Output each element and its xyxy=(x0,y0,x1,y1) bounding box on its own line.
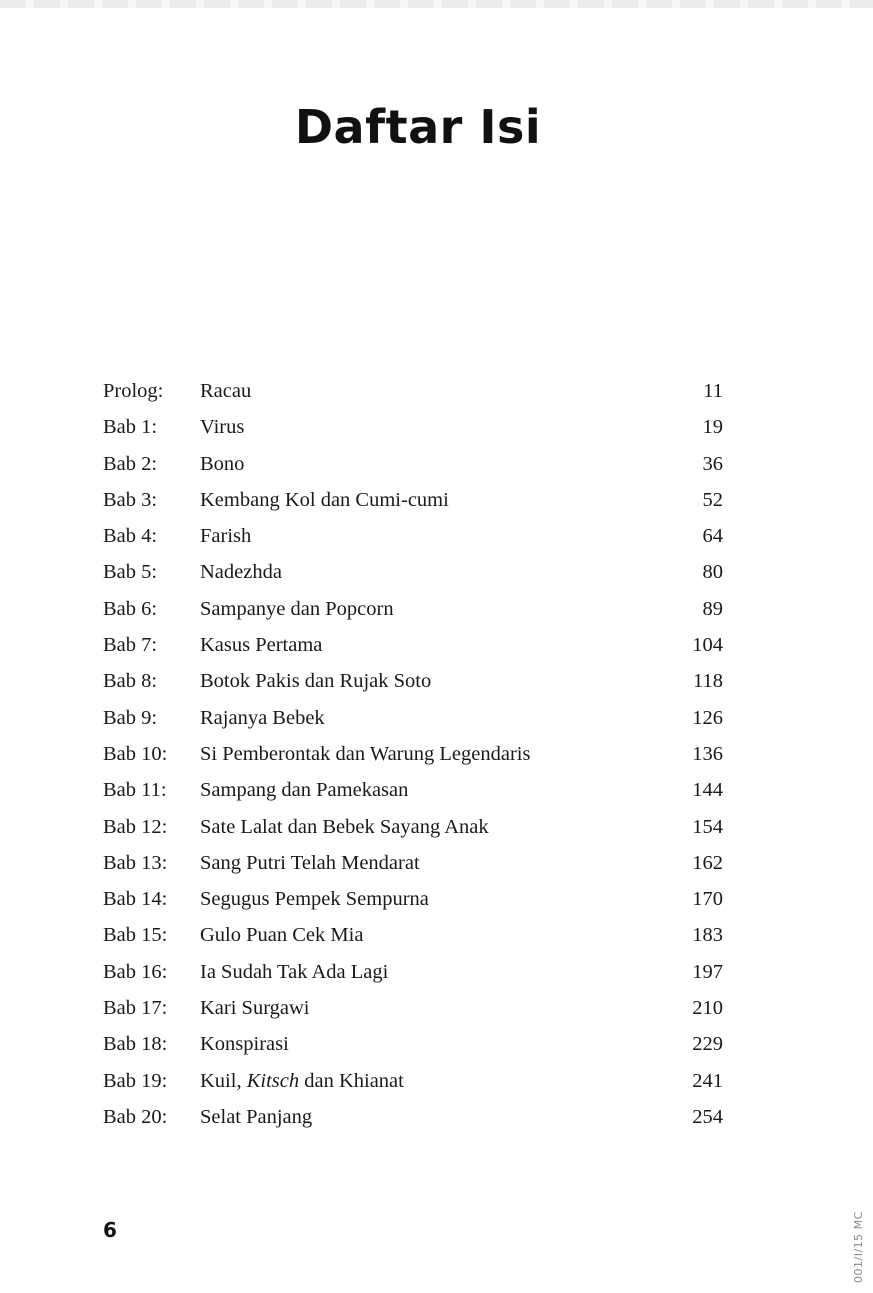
toc-entry-page: 170 xyxy=(692,888,723,911)
toc-entry xyxy=(103,663,723,699)
toc-entry-title: Nadezhda xyxy=(200,561,282,584)
toc-entry-page: 136 xyxy=(692,742,723,765)
toc-entry-title: Racau xyxy=(200,380,252,402)
toc-entry-title: Farish xyxy=(200,525,252,548)
toc-entry-label: Bab 16: xyxy=(103,960,168,983)
toc-entry-page: 229 xyxy=(692,1033,723,1056)
side-print-code: 001/I/15 MC xyxy=(852,1211,865,1283)
toc-entry-label: Bab 18: xyxy=(103,1033,168,1056)
toc-entry xyxy=(103,700,723,736)
toc-entry-title: Virus xyxy=(200,416,245,439)
toc-entry xyxy=(103,1026,723,1062)
toc-entry xyxy=(103,845,723,881)
toc-entry-page: 183 xyxy=(692,924,723,947)
toc-entry xyxy=(103,809,723,845)
toc-entry-label: Prolog: xyxy=(103,380,164,402)
toc-entry xyxy=(103,772,723,808)
toc-entry-label: Bab 1: xyxy=(103,416,158,439)
toc-entry xyxy=(103,1099,723,1135)
toc-entry-title: Bono xyxy=(200,452,245,475)
toc-entry-title: Selat Panjang xyxy=(200,1105,313,1128)
toc-entry-page: 104 xyxy=(692,634,723,657)
toc-entry-page: 210 xyxy=(692,997,723,1020)
toc-entry xyxy=(103,917,723,953)
toc-entry-title: Kasus Pertama xyxy=(200,634,323,657)
toc-entry-title: Rajanya Bebek xyxy=(200,706,325,729)
toc-entry-label: Bab 10: xyxy=(103,742,168,765)
toc-entry-label: Bab 5: xyxy=(103,561,158,584)
toc-entry-title: Konspirasi xyxy=(200,1033,289,1056)
toc-entry-title: Kari Surgawi xyxy=(200,997,310,1020)
page-title: Daftar Isi xyxy=(294,100,542,154)
toc-entry-title: Gulo Puan Cek Mia xyxy=(200,924,364,947)
toc-entry xyxy=(103,446,723,482)
toc-entry-page: 19 xyxy=(702,416,723,439)
toc-entry-label: Bab 14: xyxy=(103,888,168,911)
toc-entry-page: 89 xyxy=(702,597,723,620)
toc-entry xyxy=(103,990,723,1026)
toc-entry-page: 254 xyxy=(692,1105,723,1128)
page-number: 6 xyxy=(103,1218,117,1242)
toc-entry-label: Bab 7: xyxy=(103,634,158,657)
toc-entry-title: Ia Sudah Tak Ada Lagi xyxy=(200,960,389,983)
toc-entry-label: Bab 19: xyxy=(103,1069,168,1092)
toc-entry-page: 162 xyxy=(692,851,723,874)
toc-entry-page: 241 xyxy=(692,1069,723,1092)
toc-entry xyxy=(103,591,723,627)
toc-entry-label: Bab 17: xyxy=(103,997,168,1020)
toc-entry-label: Bab 6: xyxy=(103,597,158,620)
toc-entry-page: 52 xyxy=(702,488,723,511)
toc-entry xyxy=(103,736,723,772)
toc-entry-title: Si Pemberontak dan Warung Legendaris xyxy=(200,742,531,765)
toc-entry-title: Sampanye dan Popcorn xyxy=(200,597,394,620)
table-of-contents xyxy=(103,373,723,1135)
toc-entry-label: Bab 9: xyxy=(103,706,158,729)
toc-entry-page: 154 xyxy=(692,815,723,838)
toc-entry-title-part: Kuil, xyxy=(200,1069,247,1092)
toc-entry-page: 36 xyxy=(702,452,723,475)
toc-entry-label: Bab 8: xyxy=(103,670,158,693)
toc-entry-page: 197 xyxy=(692,960,723,983)
toc-entry-title xyxy=(200,1063,404,1099)
toc-entry-label: Bab 3: xyxy=(103,488,158,511)
toc-entry xyxy=(103,373,723,409)
toc-entry xyxy=(103,518,723,554)
toc-entry-label: Bab 13: xyxy=(103,851,168,874)
toc-entry-label: Bab 11: xyxy=(103,779,167,802)
toc-entry xyxy=(103,881,723,917)
toc-entry xyxy=(103,482,723,518)
toc-entry xyxy=(103,1063,723,1099)
toc-entry xyxy=(103,627,723,663)
toc-entry-label: Bab 2: xyxy=(103,452,158,475)
toc-entry-title-italic: Kitsch xyxy=(246,1069,300,1092)
toc-entry-label: Bab 4: xyxy=(103,525,158,548)
toc-entry-page: 118 xyxy=(693,670,723,693)
toc-entry-title: Kembang Kol dan Cumi-cumi xyxy=(200,488,449,511)
toc-entry-title: Sampang dan Pamekasan xyxy=(200,779,409,802)
toc-entry-page: 144 xyxy=(692,779,723,802)
toc-entry xyxy=(103,554,723,590)
toc-entry xyxy=(103,409,723,445)
toc-entry-label: Bab 15: xyxy=(103,924,168,947)
toc-entry-title: Botok Pakis dan Rujak Soto xyxy=(200,670,432,693)
toc-entry-page: 64 xyxy=(702,525,723,548)
toc-entry-page: 11 xyxy=(703,380,723,402)
toc-entry-page: 126 xyxy=(692,706,723,729)
toc-entry-title: Sang Putri Telah Mendarat xyxy=(200,851,420,874)
toc-entry xyxy=(103,954,723,990)
toc-entry-page: 80 xyxy=(702,561,723,584)
top-edge-decoration xyxy=(0,0,873,8)
toc-entry-title-part: dan Khianat xyxy=(299,1069,404,1092)
toc-entry-title: Sate Lalat dan Bebek Sayang Anak xyxy=(200,815,489,838)
toc-entry-title: Segugus Pempek Sempurna xyxy=(200,888,429,911)
toc-entry-label: Bab 12: xyxy=(103,815,168,838)
toc-entry-label: Bab 20: xyxy=(103,1105,168,1128)
